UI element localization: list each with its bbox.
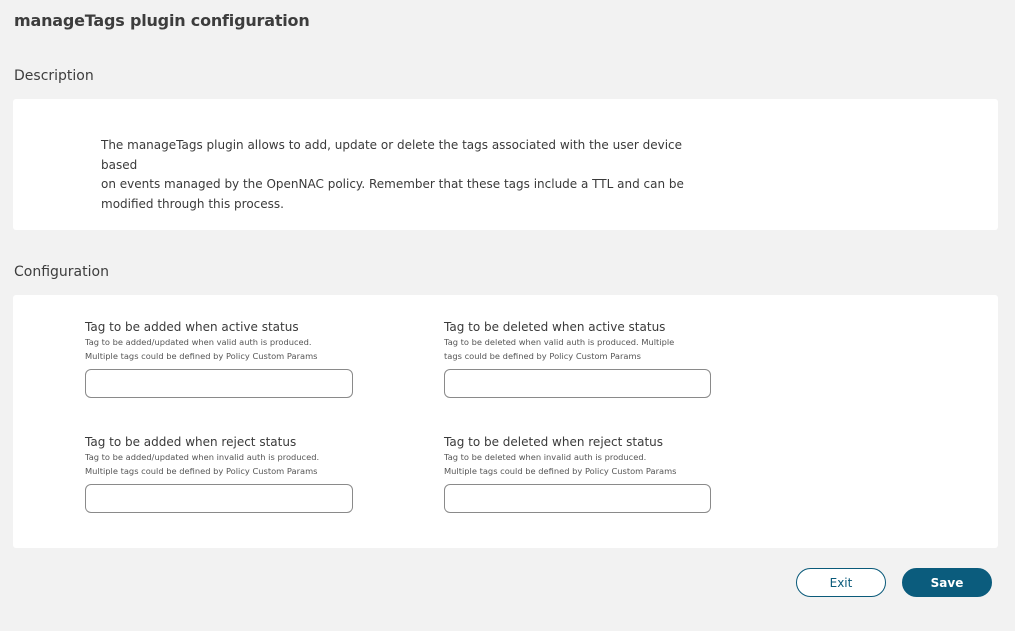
field-help xyxy=(444,336,714,366)
field-help-line: Multiple tags could be defined by Policy Custom Params xyxy=(444,465,677,476)
configuration-card xyxy=(13,295,998,548)
field-tag-deleted-active xyxy=(444,319,714,398)
description-text xyxy=(101,136,721,214)
field-label: Tag to be added when active status xyxy=(85,320,299,334)
description-line: modified through this process. xyxy=(101,196,284,211)
field-help xyxy=(444,451,714,481)
field-tag-added-active xyxy=(85,319,355,398)
field-label: Tag to be deleted when reject status xyxy=(444,435,664,449)
field-help-line: Multiple tags could be defined by Policy Custom Params xyxy=(85,350,318,361)
page-title: manageTags plugin configuration xyxy=(14,11,310,30)
configuration-heading: Configuration xyxy=(14,264,109,280)
tag-added-reject-input[interactable] xyxy=(85,484,353,513)
field-help-line: Multiple tags could be defined by Policy Custom Params xyxy=(85,465,318,476)
tag-deleted-reject-input[interactable] xyxy=(444,484,711,513)
field-help xyxy=(85,336,355,366)
field-help-line: tags could be defined by Policy Custom Params xyxy=(444,350,641,361)
field-label: Tag to be deleted when active status xyxy=(444,320,666,334)
field-help-line: Tag to be added/updated when valid auth is produced. xyxy=(85,337,312,347)
exit-button[interactable]: Exit xyxy=(796,568,886,597)
description-card xyxy=(13,99,998,230)
field-tag-deleted-reject xyxy=(444,434,714,513)
tag-added-active-input[interactable] xyxy=(85,369,353,398)
field-help-line: Tag to be deleted when invalid auth is produced. xyxy=(444,452,647,462)
description-line: The manageTags plugin allows to add, update or delete the tags associated with the user device based xyxy=(101,138,683,172)
save-button[interactable]: Save xyxy=(902,568,992,597)
field-help xyxy=(85,451,355,481)
field-help-line: Tag to be added/updated when invalid auth is produced. xyxy=(85,452,320,462)
field-help-line: Tag to be deleted when valid auth is produced. Multiple xyxy=(444,337,675,347)
description-heading: Description xyxy=(14,68,94,84)
description-line: on events managed by the OpenNAC policy. Remember that these tags include a TTL and can be xyxy=(101,177,684,191)
field-label: Tag to be added when reject status xyxy=(85,435,297,449)
field-tag-added-reject xyxy=(85,434,355,513)
tag-deleted-active-input[interactable] xyxy=(444,369,711,398)
